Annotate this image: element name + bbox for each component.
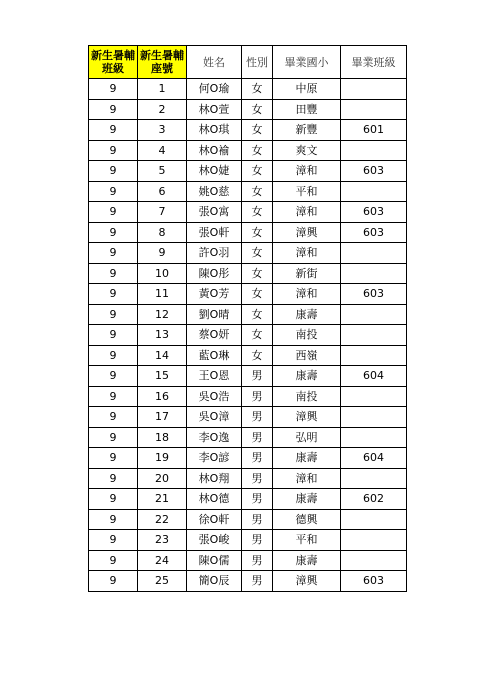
cell-gender: 男 xyxy=(242,427,273,448)
cell-class: 9 xyxy=(89,407,138,428)
cell-graduation-class: 604 xyxy=(341,448,407,469)
header-graduation-class: 畢業班級 xyxy=(341,46,407,79)
cell-class: 9 xyxy=(89,263,138,284)
table-row xyxy=(89,489,407,510)
table-row xyxy=(89,509,407,530)
table-body xyxy=(89,79,407,592)
cell-elementary-school: 康壽 xyxy=(273,489,341,510)
cell-name: 許O羽 xyxy=(187,243,242,264)
cell-elementary-school: 漳興 xyxy=(273,407,341,428)
cell-class: 9 xyxy=(89,181,138,202)
cell-class: 9 xyxy=(89,468,138,489)
cell-gender: 男 xyxy=(242,509,273,530)
table-row xyxy=(89,530,407,551)
cell-seat: 21 xyxy=(138,489,187,510)
table-row xyxy=(89,345,407,366)
table-row xyxy=(89,243,407,264)
cell-name: 何O瑜 xyxy=(187,79,242,100)
cell-class: 9 xyxy=(89,448,138,469)
cell-name: 李O諺 xyxy=(187,448,242,469)
cell-seat: 23 xyxy=(138,530,187,551)
header-gender: 性別 xyxy=(242,46,273,79)
table-row xyxy=(89,550,407,571)
cell-gender: 女 xyxy=(242,99,273,120)
cell-graduation-class xyxy=(341,509,407,530)
cell-graduation-class: 603 xyxy=(341,571,407,592)
cell-elementary-school: 平和 xyxy=(273,181,341,202)
cell-seat: 14 xyxy=(138,345,187,366)
table-row xyxy=(89,222,407,243)
cell-graduation-class: 603 xyxy=(341,284,407,305)
cell-elementary-school: 西嶺 xyxy=(273,345,341,366)
cell-class: 9 xyxy=(89,530,138,551)
cell-gender: 女 xyxy=(242,263,273,284)
cell-gender: 女 xyxy=(242,243,273,264)
cell-name: 林O萱 xyxy=(187,99,242,120)
cell-gender: 男 xyxy=(242,448,273,469)
cell-gender: 女 xyxy=(242,79,273,100)
cell-elementary-school: 康壽 xyxy=(273,366,341,387)
cell-seat: 9 xyxy=(138,243,187,264)
table-row xyxy=(89,181,407,202)
cell-elementary-school: 康壽 xyxy=(273,448,341,469)
cell-class: 9 xyxy=(89,427,138,448)
cell-elementary-school: 德興 xyxy=(273,509,341,530)
cell-gender: 女 xyxy=(242,202,273,223)
cell-class: 9 xyxy=(89,366,138,387)
cell-elementary-school: 弘明 xyxy=(273,427,341,448)
cell-gender: 女 xyxy=(242,222,273,243)
cell-name: 林O翔 xyxy=(187,468,242,489)
table-row xyxy=(89,571,407,592)
cell-elementary-school: 漳興 xyxy=(273,571,341,592)
cell-gender: 男 xyxy=(242,407,273,428)
cell-name: 蔡O妍 xyxy=(187,325,242,346)
cell-seat: 19 xyxy=(138,448,187,469)
cell-elementary-school: 漳和 xyxy=(273,243,341,264)
cell-elementary-school: 漳興 xyxy=(273,222,341,243)
cell-seat: 10 xyxy=(138,263,187,284)
cell-class: 9 xyxy=(89,571,138,592)
table-row xyxy=(89,120,407,141)
cell-seat: 20 xyxy=(138,468,187,489)
cell-seat: 16 xyxy=(138,386,187,407)
cell-name: 藍O琳 xyxy=(187,345,242,366)
table-row xyxy=(89,140,407,161)
cell-seat: 25 xyxy=(138,571,187,592)
cell-gender: 女 xyxy=(242,284,273,305)
cell-seat: 6 xyxy=(138,181,187,202)
cell-elementary-school: 南投 xyxy=(273,386,341,407)
cell-elementary-school: 漳和 xyxy=(273,161,341,182)
cell-class: 9 xyxy=(89,304,138,325)
cell-elementary-school: 中原 xyxy=(273,79,341,100)
cell-gender: 男 xyxy=(242,550,273,571)
table-row xyxy=(89,366,407,387)
cell-graduation-class xyxy=(341,427,407,448)
cell-class: 9 xyxy=(89,120,138,141)
cell-name: 王O恩 xyxy=(187,366,242,387)
cell-name: 陳O儒 xyxy=(187,550,242,571)
cell-elementary-school: 南投 xyxy=(273,325,341,346)
table-row xyxy=(89,79,407,100)
cell-gender: 女 xyxy=(242,161,273,182)
cell-seat: 3 xyxy=(138,120,187,141)
cell-gender: 女 xyxy=(242,140,273,161)
cell-elementary-school: 漳和 xyxy=(273,202,341,223)
table-row xyxy=(89,161,407,182)
table-row xyxy=(89,284,407,305)
cell-gender: 女 xyxy=(242,345,273,366)
cell-name: 吳O漳 xyxy=(187,407,242,428)
cell-elementary-school: 爽文 xyxy=(273,140,341,161)
cell-graduation-class xyxy=(341,243,407,264)
cell-seat: 18 xyxy=(138,427,187,448)
cell-class: 9 xyxy=(89,99,138,120)
cell-name: 張O軒 xyxy=(187,222,242,243)
cell-elementary-school: 新豐 xyxy=(273,120,341,141)
table-row xyxy=(89,427,407,448)
header-name: 姓名 xyxy=(187,46,242,79)
cell-elementary-school: 新街 xyxy=(273,263,341,284)
cell-graduation-class: 602 xyxy=(341,489,407,510)
cell-class: 9 xyxy=(89,550,138,571)
cell-graduation-class xyxy=(341,263,407,284)
cell-graduation-class: 603 xyxy=(341,202,407,223)
cell-gender: 女 xyxy=(242,304,273,325)
cell-name: 林O褕 xyxy=(187,140,242,161)
cell-graduation-class: 603 xyxy=(341,222,407,243)
cell-seat: 15 xyxy=(138,366,187,387)
cell-seat: 13 xyxy=(138,325,187,346)
cell-name: 姚O慈 xyxy=(187,181,242,202)
cell-name: 林O琪 xyxy=(187,120,242,141)
table-row xyxy=(89,407,407,428)
cell-class: 9 xyxy=(89,140,138,161)
table-row xyxy=(89,99,407,120)
cell-name: 陳O彤 xyxy=(187,263,242,284)
cell-seat: 12 xyxy=(138,304,187,325)
table-row xyxy=(89,304,407,325)
cell-gender: 男 xyxy=(242,386,273,407)
cell-name: 張O峻 xyxy=(187,530,242,551)
cell-seat: 11 xyxy=(138,284,187,305)
table-row xyxy=(89,263,407,284)
cell-elementary-school: 漳和 xyxy=(273,284,341,305)
cell-name: 黃O芳 xyxy=(187,284,242,305)
cell-graduation-class: 601 xyxy=(341,120,407,141)
cell-graduation-class xyxy=(341,79,407,100)
cell-name: 張O寓 xyxy=(187,202,242,223)
student-roster-table xyxy=(88,45,407,592)
cell-gender: 女 xyxy=(242,325,273,346)
cell-elementary-school: 田豐 xyxy=(273,99,341,120)
table-row xyxy=(89,386,407,407)
cell-gender: 男 xyxy=(242,468,273,489)
cell-name: 林O婕 xyxy=(187,161,242,182)
cell-class: 9 xyxy=(89,243,138,264)
header-summer-seat: 新生暑輔 座號 xyxy=(138,46,187,79)
cell-elementary-school: 康壽 xyxy=(273,550,341,571)
cell-graduation-class xyxy=(341,140,407,161)
table-row xyxy=(89,468,407,489)
cell-graduation-class xyxy=(341,99,407,120)
cell-class: 9 xyxy=(89,509,138,530)
cell-graduation-class xyxy=(341,530,407,551)
cell-seat: 22 xyxy=(138,509,187,530)
cell-name: 簡O辰 xyxy=(187,571,242,592)
cell-seat: 17 xyxy=(138,407,187,428)
cell-gender: 男 xyxy=(242,571,273,592)
cell-graduation-class xyxy=(341,304,407,325)
cell-class: 9 xyxy=(89,345,138,366)
cell-graduation-class xyxy=(341,386,407,407)
cell-graduation-class xyxy=(341,325,407,346)
cell-seat: 5 xyxy=(138,161,187,182)
cell-name: 李O逸 xyxy=(187,427,242,448)
cell-class: 9 xyxy=(89,202,138,223)
cell-seat: 24 xyxy=(138,550,187,571)
cell-seat: 2 xyxy=(138,99,187,120)
cell-graduation-class xyxy=(341,550,407,571)
table-row xyxy=(89,202,407,223)
cell-name: 吳O浩 xyxy=(187,386,242,407)
table-header xyxy=(89,46,407,79)
cell-seat: 7 xyxy=(138,202,187,223)
cell-seat: 1 xyxy=(138,79,187,100)
cell-class: 9 xyxy=(89,284,138,305)
cell-gender: 男 xyxy=(242,366,273,387)
cell-elementary-school: 平和 xyxy=(273,530,341,551)
cell-seat: 8 xyxy=(138,222,187,243)
cell-graduation-class xyxy=(341,407,407,428)
cell-name: 林O德 xyxy=(187,489,242,510)
cell-class: 9 xyxy=(89,79,138,100)
table-row xyxy=(89,448,407,469)
cell-class: 9 xyxy=(89,325,138,346)
cell-elementary-school: 漳和 xyxy=(273,468,341,489)
cell-graduation-class xyxy=(341,468,407,489)
cell-elementary-school: 康壽 xyxy=(273,304,341,325)
header-elementary-school: 畢業國小 xyxy=(273,46,341,79)
cell-class: 9 xyxy=(89,386,138,407)
cell-graduation-class: 603 xyxy=(341,161,407,182)
cell-gender: 女 xyxy=(242,120,273,141)
cell-class: 9 xyxy=(89,161,138,182)
cell-graduation-class xyxy=(341,345,407,366)
cell-seat: 4 xyxy=(138,140,187,161)
cell-class: 9 xyxy=(89,489,138,510)
cell-graduation-class: 604 xyxy=(341,366,407,387)
cell-graduation-class xyxy=(341,181,407,202)
cell-gender: 女 xyxy=(242,181,273,202)
header-row xyxy=(89,46,407,79)
cell-gender: 男 xyxy=(242,489,273,510)
cell-class: 9 xyxy=(89,222,138,243)
cell-name: 劉O晴 xyxy=(187,304,242,325)
header-summer-class: 新生暑輔 班級 xyxy=(89,46,138,79)
cell-gender: 男 xyxy=(242,530,273,551)
table-row xyxy=(89,325,407,346)
cell-name: 徐O軒 xyxy=(187,509,242,530)
